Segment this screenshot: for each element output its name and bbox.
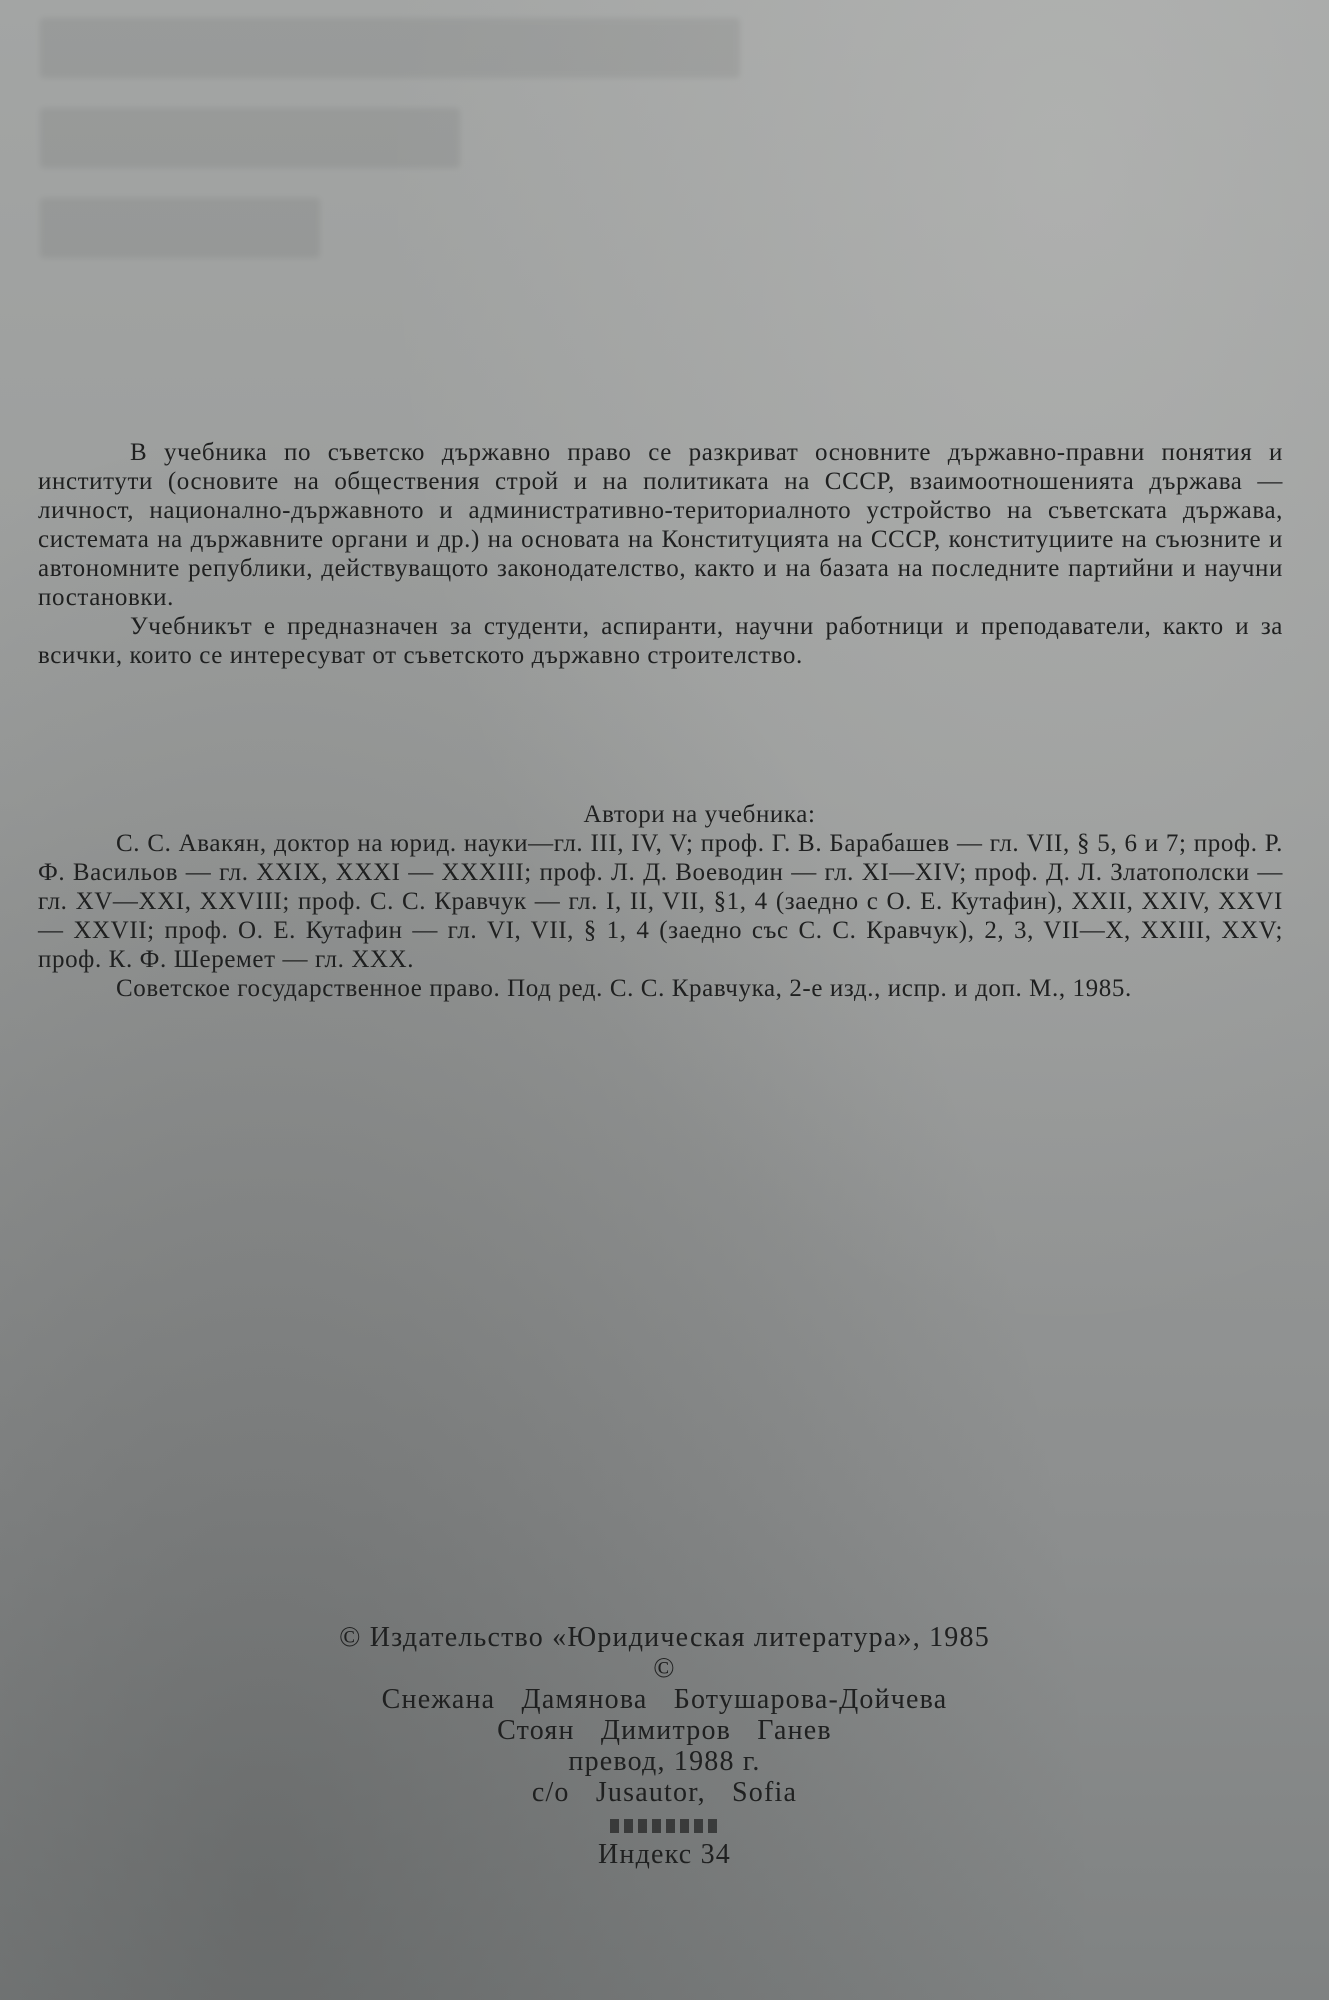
ink-smudge (0, 1808, 1329, 1839)
abstract-paragraph-1: В учебника по съветско държавно право се разкриват основните държавно-правни понятия и институти (основите на обществения строй и на политиката на СССР, взаимоотношенията държава — личност, национално-държавното и административно-териториалното устройство на съветската държава, системата на държавните органи и др.) на основата на Конституцията на СССР, конституциите на съюзните и автономните републики, действуващото законодателство, както и на базата на последните партийни и научни постановки. (38, 439, 1283, 611)
rights-agency: c/o Jusautor, Sofia (531, 1777, 798, 1808)
translator-1: Снежана Дамянова Ботушарова-Дойчева (381, 1684, 948, 1715)
authors-list: С. С. Авакян, доктор на юрид. науки—гл. III, IV, V; проф. Г. В. Барабашев — гл. VII, § 5, 6 и 7; проф. Р. Ф. Васильов — гл. XXIX, XXXI — XXXIII; проф. Л. Д. Воеводин — гл. XI—XIV; проф. Д. Л. Златополски — гл. XV—XXI, XXVIII; проф. С. С. Кравчук — гл. I, II, VII, §1, 4 (заедно с О. Е. Кутафин), XXII, XXIV, XXVI — XXVII; проф. О. Е. Кутафин — гл. VI, VII, § 1, 4 (заедно със С. С. Кравчук), 2, 3, VII—X, XXIII, XXV; проф. К. Ф. Шеремет — гл. XXX. (38, 830, 1283, 973)
authors-heading: Автори на учебника: (583, 801, 816, 828)
original-source: Советское государственное право. Под ред. С. С. Кравчука, 2-е изд., испр. и доп. М., 1985. (116, 975, 1132, 1002)
abstract-paragraph-2: Учебникът е предназначен за студенти, аспиранти, научни работници и преподаватели, както и за всички, които се интересуват от съветското държавно строителство. (38, 613, 1283, 669)
index-number: Индекс 34 (597, 1839, 731, 1870)
original-copyright: © Издательство «Юридическая литература», 1985 (339, 1622, 990, 1653)
translator-2: Стоян Димитров Ганев (497, 1715, 832, 1746)
authors-block (38, 800, 1283, 1003)
copyright-symbol: © (653, 1653, 676, 1684)
imprint-block (0, 1622, 1329, 1870)
translation-note: превод, 1988 г. (568, 1746, 761, 1777)
abstract-block (38, 438, 1283, 670)
show-through-text (40, 0, 740, 320)
smudge-mark (610, 1819, 720, 1833)
